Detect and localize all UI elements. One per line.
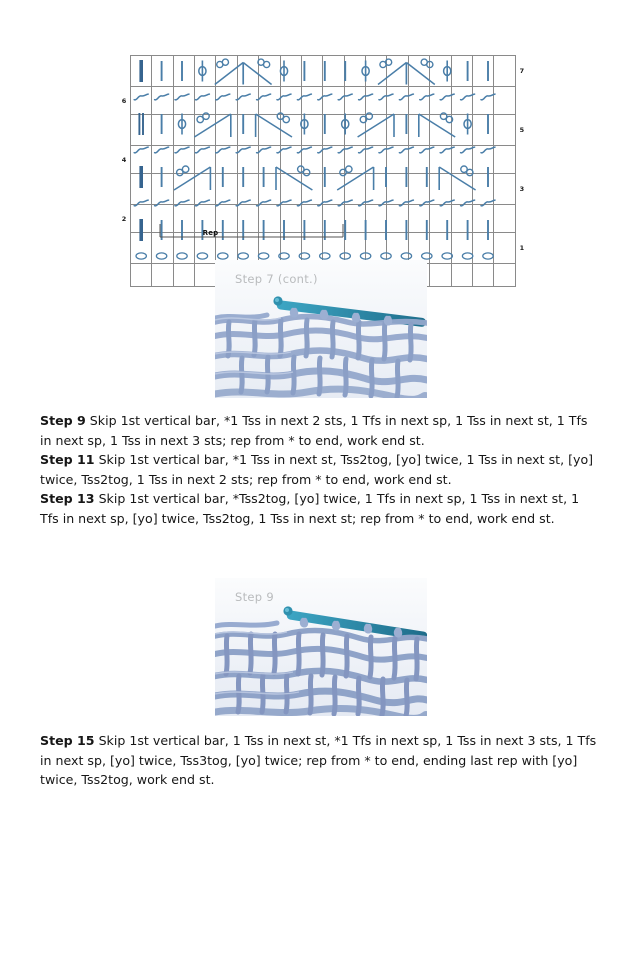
chart-cell [130,233,151,264]
chart-row-number-left [118,174,130,205]
chart-cell [387,205,408,233]
step-text: Skip 1st vertical bar, *Tss2tog, [yo] twice, 1 Tfs in next sp, 1 Tss in next st, 1 Tfs in next sp, [yo] twice, Tss2tog, 1 Tss in next st; rep from * to end, work end st. [40,491,580,526]
chart-cell [430,174,451,205]
instruction-paragraph [40,411,600,450]
chart-row-number-left [118,264,130,287]
chart-cell [366,174,387,205]
chart-cell [323,115,344,146]
chart-cell [173,174,194,205]
step-label: Step 15 [40,733,95,748]
chart-cell [301,115,322,146]
chart-cell [472,56,493,87]
rep-label: Rep [202,229,219,237]
chart-cell [280,56,301,87]
chart-cell [280,115,301,146]
chart-cell [430,205,451,233]
chart-cell [451,115,472,146]
chart-cell [323,146,344,174]
step-text: Skip 1st vertical bar, *1 Tss in next st, Tss2tog, [yo] twice, 1 Tss in next st, [yo] twice, Tss2tog, 1 Tss in next 2 sts; rep from * to end, work end st. [40,452,594,487]
photo-1-caption: Step 7 (cont.) [235,272,318,286]
chart-row [118,146,528,174]
instruction-paragraph [40,731,600,790]
chart-cell [195,56,216,87]
chart-cell [344,205,365,233]
chart-cell [152,87,173,115]
chart-cell [472,264,493,287]
chart-cell [280,146,301,174]
chart-cell [494,264,515,287]
chart-cell [366,233,387,264]
chart-row-number-right: 3 [519,185,525,193]
chart-cell [216,87,237,115]
chart-cell [430,87,451,115]
chart-cell [301,87,322,115]
chart-cell [195,264,216,287]
chart-cell [451,87,472,115]
chart-cell [451,264,472,287]
chart-cell [494,115,515,146]
chart-cell [130,146,151,174]
chart-cell [152,56,173,87]
chart-cell [173,115,194,146]
chart-cell [472,146,493,174]
chart-cell [494,233,515,264]
chart-cell [430,146,451,174]
chart-row-number-right: 5 [519,126,525,134]
chart-row-number-right [515,87,528,115]
chart-cell [216,56,237,87]
step-text: Skip 1st vertical bar, 1 Tss in next st, *1 Tfs in next sp, 1 Tss in next 3 sts, 1 Tfs in next sp, [yo] twice, Tss3tog, [yo] twice; rep from * to end, ending last rep with [yo] twice, Tss2tog, work end st. [40,733,597,787]
chart-cell [259,174,280,205]
chart-cell [130,174,151,205]
chart-row-number-right [515,146,528,174]
chart-cell [366,146,387,174]
stitch-chart [118,55,528,252]
chart-cell [216,174,237,205]
chart-cell [430,56,451,87]
chart-cell [195,174,216,205]
chart-grid [118,55,528,287]
chart-cell [366,87,387,115]
chart-cell [430,115,451,146]
chart-row-number-left [118,233,130,264]
chart-cell [408,233,429,264]
chart-cell [494,87,515,115]
chart-cell [237,146,258,174]
step-7-cont-photo [215,260,427,398]
chart-cell [408,87,429,115]
chart-cell [259,87,280,115]
chart-cell [280,87,301,115]
chart-cell [408,205,429,233]
chart-cell [344,233,365,264]
chart-cell [451,174,472,205]
chart-cell [344,146,365,174]
chart-cell [494,205,515,233]
chart-cell [494,174,515,205]
chart-row [118,56,528,87]
chart-cell [451,205,472,233]
instructions-block-1 [40,411,600,528]
chart-cell [130,87,151,115]
chart-cell [130,115,151,146]
chart-cell [344,174,365,205]
step-9-photo [215,578,427,716]
chart-cell [301,174,322,205]
chart-cell [387,87,408,115]
chart-cell [152,146,173,174]
step-label: Step 13 [40,491,95,506]
instruction-paragraph [40,489,600,528]
chart-cell [408,146,429,174]
chart-row-number-left: 6 [121,96,127,105]
chart-cell [472,174,493,205]
chart-cell [152,174,173,205]
chart-cell [152,115,173,146]
chart-cell [195,87,216,115]
chart-row [118,174,528,205]
chart-cell [130,56,151,87]
chart-cell [195,115,216,146]
chart-cell [451,56,472,87]
chart-cell [216,115,237,146]
chart-cell [237,56,258,87]
step-label: Step 11 [40,452,95,467]
chart-row-number-left: 2 [121,214,127,223]
chart-cell [408,56,429,87]
chart-cell [387,146,408,174]
chart-cell [472,233,493,264]
chart-cell [387,233,408,264]
chart-cell [173,56,194,87]
chart-cell [344,56,365,87]
chart-row-number-right: 7 [519,67,525,75]
chart-cell [366,115,387,146]
chart-cell [216,146,237,174]
chart-cell [472,115,493,146]
chart-cell [387,115,408,146]
step-label: Step 9 [40,413,86,428]
chart-cell [323,87,344,115]
chart-cell [408,115,429,146]
chart-row-number-right [515,264,528,287]
chart-cell [451,146,472,174]
chart-cell [366,56,387,87]
chart-cell [280,174,301,205]
chart-cell [344,115,365,146]
chart-cell [259,56,280,87]
chart-cell [152,264,173,287]
photo-2-caption: Step 9 [235,590,274,604]
chart-cell [366,205,387,233]
chart-row-number-right [515,205,528,233]
chart-cell [301,56,322,87]
chart-cell [173,264,194,287]
chart-cell [430,233,451,264]
chart-row-number-left [118,56,130,87]
chart-cell [259,146,280,174]
chart-cell [195,146,216,174]
chart-row-number-left [118,115,130,146]
chart-cell [323,174,344,205]
chart-cell [472,205,493,233]
step-text: Skip 1st vertical bar, *1 Tss in next 2 sts, 1 Tfs in next sp, 1 Tss in next st, 1 Tfs in next sp, 1 Tss in next 3 sts; rep from * to end, work end st. [40,413,588,448]
chart-cell [472,87,493,115]
chart-cell [494,56,515,87]
chart-cell [387,174,408,205]
chart-cell [301,146,322,174]
instruction-paragraph [40,450,600,489]
chart-cell [430,264,451,287]
chart-cell [451,233,472,264]
instructions-block-2 [40,731,600,790]
chart-cell [130,264,151,287]
chart-cell [323,56,344,87]
chart-row-number-left: 4 [121,155,127,164]
chart-cell [237,115,258,146]
chart-cell [344,87,365,115]
chart-cell [173,87,194,115]
chart-row [118,87,528,115]
chart-cell [237,174,258,205]
chart-cell [237,87,258,115]
chart-cell [408,174,429,205]
chart-cell [387,56,408,87]
chart-cell [494,146,515,174]
chart-cell [259,115,280,146]
chart-row-number-right: 1 [519,244,525,252]
chart-row [118,115,528,146]
chart-cell [173,146,194,174]
